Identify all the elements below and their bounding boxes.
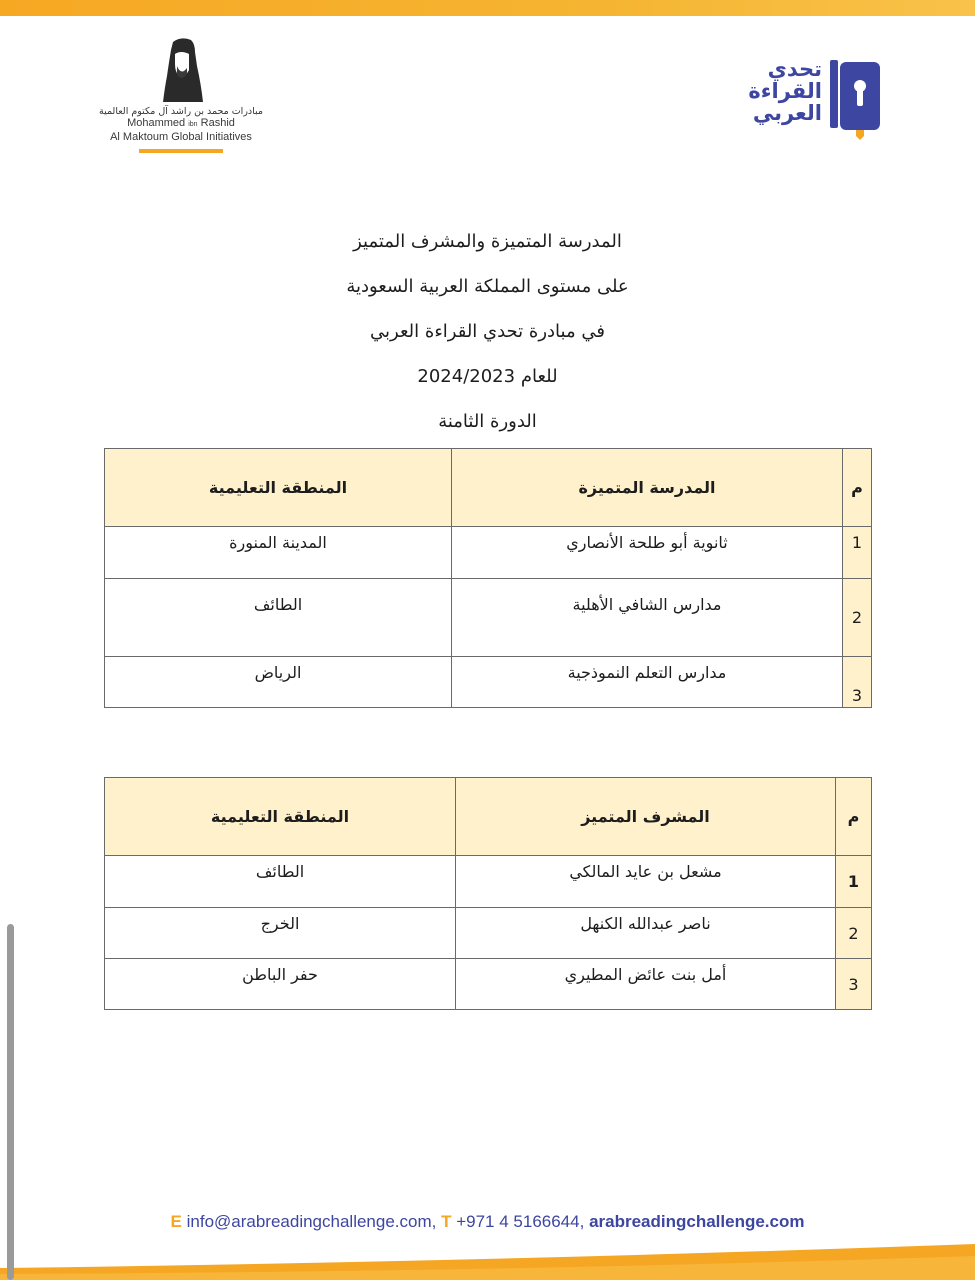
email-label: E	[170, 1212, 182, 1231]
title-line-5: الدورة الثامنة	[438, 411, 537, 432]
supervisor-name: ناصر عبدالله الكنهل	[456, 908, 836, 959]
footer-phone[interactable]: +971 4 5166644,	[456, 1212, 585, 1231]
title-line-4: للعام 2024/2023	[417, 366, 558, 387]
top-orange-band	[0, 0, 975, 16]
bottom-orange-swoosh	[0, 1222, 975, 1280]
table-row	[105, 908, 872, 959]
title-line-2: على مستوى المملكة العربية السعودية	[346, 276, 629, 297]
row-num: 3	[836, 959, 872, 1010]
table-row	[105, 579, 872, 657]
table-header-row	[105, 778, 872, 856]
table-row	[105, 856, 872, 908]
school-name: ثانوية أبو طلحة الأنصاري	[452, 527, 843, 579]
document-titles	[0, 226, 975, 451]
arab-reading-challenge-logo	[740, 58, 885, 142]
supervisor-region: الخرج	[105, 908, 456, 959]
mbr-english-line1: Mohammed ibn Rashid	[127, 117, 235, 129]
header-supervisor: المشرف المتميز	[456, 778, 836, 856]
scrollbar-thumb[interactable]	[7, 924, 14, 1280]
school-name: مدارس الشافي الأهلية	[452, 579, 843, 657]
table-row	[105, 527, 872, 579]
distinguished-schools-table	[104, 448, 872, 708]
title-line-1: المدرسة المتميزة والمشرف المتميز	[353, 231, 622, 252]
row-num: 2	[843, 579, 872, 657]
mbr-underline	[139, 149, 223, 153]
header-school: المدرسة المتميزة	[452, 449, 843, 527]
mbr-arabic-name: مبادرات محمد بن راشد آل مكتوم العالمية	[98, 106, 263, 117]
row-num: 1	[836, 856, 872, 908]
supervisor-region: الطائف	[105, 856, 456, 908]
title-line-3: في مبادرة تحدي القراءة العربي	[370, 321, 605, 342]
table-header-row	[105, 449, 872, 527]
row-num: 3	[843, 657, 872, 708]
table-row	[105, 657, 872, 708]
supervisor-name: مشعل بن عايد المالكي	[456, 856, 836, 908]
portrait-icon	[151, 36, 211, 104]
school-region: الطائف	[105, 579, 452, 657]
school-name: مدارس التعلم النموذجية	[452, 657, 843, 708]
footer-email[interactable]: info@arabreadingchallenge.com,	[186, 1212, 437, 1231]
supervisor-name: أمل بنت عائض المطيري	[456, 959, 836, 1010]
header-num: م	[836, 778, 872, 856]
mbr-english-line2: Al Maktoum Global Initiatives	[110, 131, 252, 143]
header-num: م	[843, 449, 872, 527]
mbr-initiatives-logo	[95, 36, 267, 166]
header-region: المنطقة التعليمية	[105, 778, 456, 856]
supervisor-region: حفر الباطن	[105, 959, 456, 1010]
header-region: المنطقة التعليمية	[105, 449, 452, 527]
book-keyhole-icon	[828, 58, 882, 142]
table-row	[105, 959, 872, 1010]
row-num: 1	[843, 527, 872, 579]
row-num: 2	[836, 908, 872, 959]
distinguished-supervisors-table	[104, 777, 872, 1010]
footer-website[interactable]: arabreadingchallenge.com	[589, 1212, 805, 1231]
phone-label: T	[441, 1212, 452, 1231]
school-region: الرياض	[105, 657, 452, 708]
arc-logo-text: تحدي القراءة العربي	[748, 57, 822, 125]
school-region: المدينة المنورة	[105, 527, 452, 579]
